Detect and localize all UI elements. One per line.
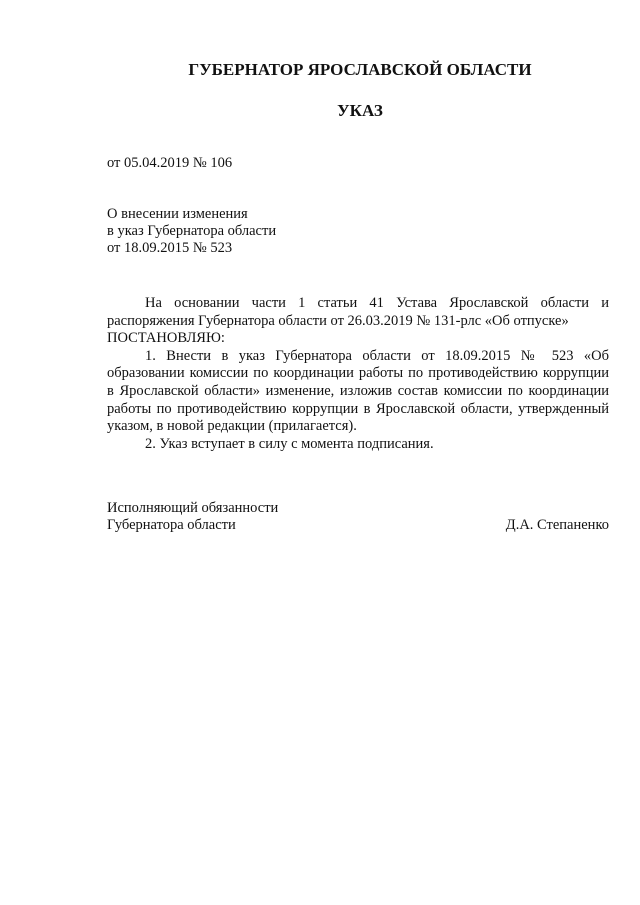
- date-number-line: от 05.04.2019 № 106: [107, 155, 233, 171]
- authority-title: ГУБЕРНАТОР ЯРОСЛАВСКОЙ ОБЛАСТИ: [188, 60, 532, 79]
- signatory-name: Д.А. Степаненко: [505, 517, 609, 533]
- signatory-position-line2: Губернатора области: [107, 517, 236, 533]
- signature-block: [107, 500, 609, 534]
- document-subject: [107, 206, 276, 257]
- document-type: УКАЗ: [337, 101, 383, 120]
- signatory-position-line1: Исполняющий обязанности: [107, 500, 279, 516]
- subject-line: О внесении изменения: [107, 206, 248, 222]
- basis-paragraph: На основании части 1 статьи 41 Устава Ярославской области и распоряжения Губернатора области от 26.03.2019 № 131-рлс «Об отпуске»: [107, 295, 609, 329]
- document-body: [107, 295, 609, 453]
- item-1-paragraph: 1. Внести в указ Губернатора области от 18.09.2015 № 523 «Об образовании комиссии по координации работы по противодействию коррупции в Ярославской области» изменение, изложив состав комиссии по координации работы по противодействию коррупции в Ярославской области, утвержденный указом, в новой редакции (прилагается).: [107, 347, 609, 435]
- signature-row: [107, 517, 609, 534]
- subject-line: от 18.09.2015 № 523: [107, 240, 233, 256]
- decree-word: ПОСТАНОВЛЯЮ:: [107, 330, 225, 347]
- subject-line: в указ Губернатора области: [107, 223, 277, 239]
- item-2-paragraph: 2. Указ вступает в силу с момента подписания.: [145, 435, 434, 452]
